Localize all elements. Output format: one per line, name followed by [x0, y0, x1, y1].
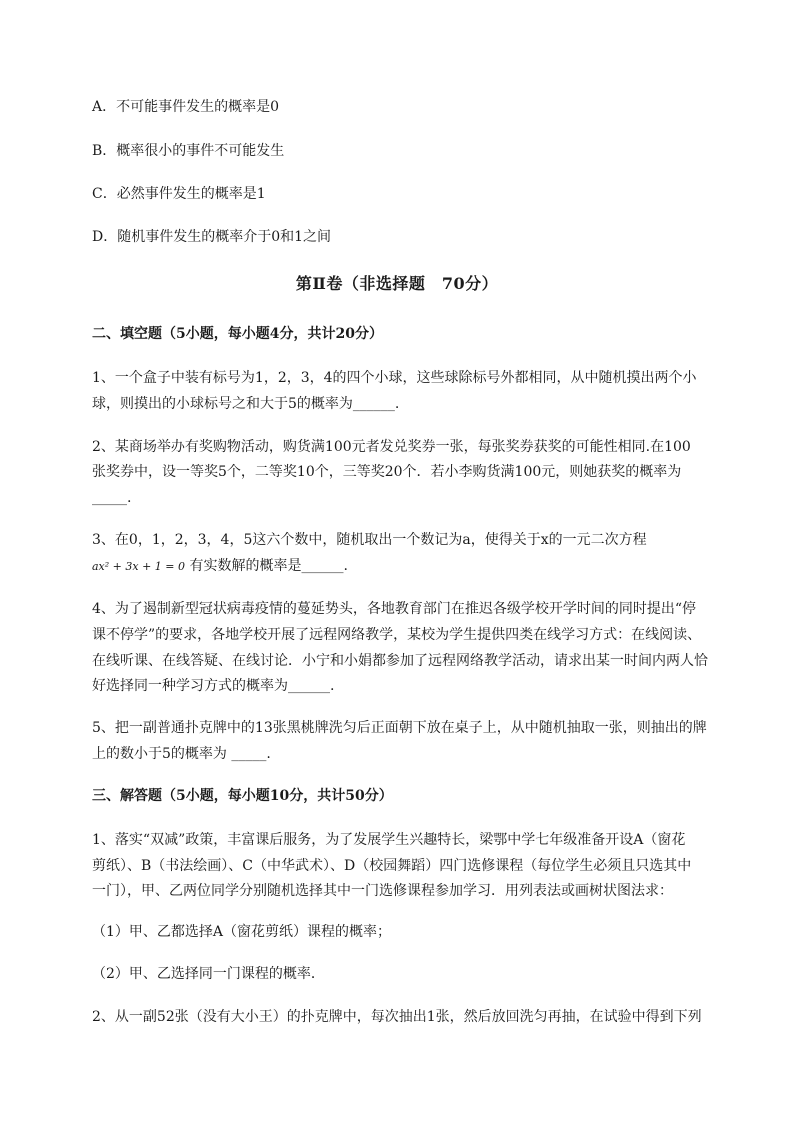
answer-section-header: 三、解答题（5小题，每小题10分，共计50分）	[92, 788, 393, 804]
fill-q2-line3: _____.	[92, 490, 132, 506]
fill-q2-line2: 张奖券中，设一等奖5个，二等奖10个，三等奖20个．若小李购货满100元，则她获奖的概率为	[92, 464, 682, 480]
option-b: B．概率很小的事件不可能发生	[92, 143, 285, 159]
fill-q5-line1: 5、把一副普通扑克牌中的13张黑桃牌洗匀后正面朝下放在桌子上，从中随机抽取一张，则抽出的牌	[92, 720, 707, 736]
fill-q1-line1: 1、一个盒子中装有标号为1，2，3，4的四个小球，这些球除标号外都相同，从中随机摸出两个小	[92, 370, 697, 386]
answer-q1-line2: 剪纸）、B（书法绘画）、C（中华武术）、D（校园舞蹈）四门选修课程（每位学生必须且只选其中	[92, 858, 692, 874]
fill-q2-line1: 2、某商场举办有奖购物活动，购货满100元者发兑奖券一张，每张奖券获奖的可能性相同.在100	[92, 439, 691, 455]
option-d: D．随机事件发生的概率介于0和1之间	[92, 229, 332, 245]
answer-q1-sub1: （1）甲、乙都选择A（窗花剪纸）课程的概率；	[92, 924, 392, 940]
fill-q1-line2: 球，则摸出的小球标号之和大于5的概率为______.	[92, 396, 400, 412]
answer-q2-line1: 2、从一副52张（没有大小王）的扑克牌中，每次抽出1张，然后放回洗匀再抽，在试验中得到下列	[92, 1009, 702, 1025]
fill-q3-line2	[92, 556, 772, 577]
fill-q4-line4: 好选择同一种学习方式的概率为______.	[92, 678, 335, 694]
fill-q4-line1: 4、为了遏制新型冠状病毒疫情的蔓延势头，各地教育部门在推迟各级学校开学时间的同时提出“停	[92, 601, 697, 617]
fill-q4-line2: 课不停学”的要求，各地学校开展了远程网络教学，某校为学生提供四类在线学习方式：在线阅读、	[92, 627, 702, 643]
fill-q3-line2-text: 有实数解的概率是______.	[189, 558, 348, 574]
part2-title: 第Ⅱ卷（非选择题 70分）	[295, 274, 499, 293]
option-c: C．必然事件发生的概率是1	[92, 186, 266, 202]
fill-q3-line1: 3、在0，1，2，3，4，5这六个数中，随机取出一个数记为a，使得关于x的一元二次方程	[92, 532, 647, 548]
fill-section-header: 二、填空题（5小题，每小题4分，共计20分）	[92, 326, 383, 342]
fill-q4-line3: 在线听课、在线答疑、在线讨论．小宁和小娟都参加了远程网络教学活动，请求出某一时间内两人恰	[92, 653, 708, 669]
answer-q1-line1: 1、落实“双减”政策，丰富课后服务，为了发展学生兴趣特长，梁鄂中学七年级准备开设A（窗花	[92, 832, 686, 848]
answer-q1-sub2: （2）甲、乙选择同一门课程的概率．	[92, 966, 325, 982]
option-a: A．不可能事件发生的概率是0	[92, 99, 280, 115]
answer-q1-line3: 一门），甲、乙两位同学分别随机选择其中一门选修课程参加学习．用列表法或画树状图法求：	[92, 883, 673, 899]
fill-q5-line2: 上的数小于5的概率为 _____.	[92, 746, 271, 762]
quadratic-equation: ax² + 3x + 1 = 0	[92, 560, 186, 573]
